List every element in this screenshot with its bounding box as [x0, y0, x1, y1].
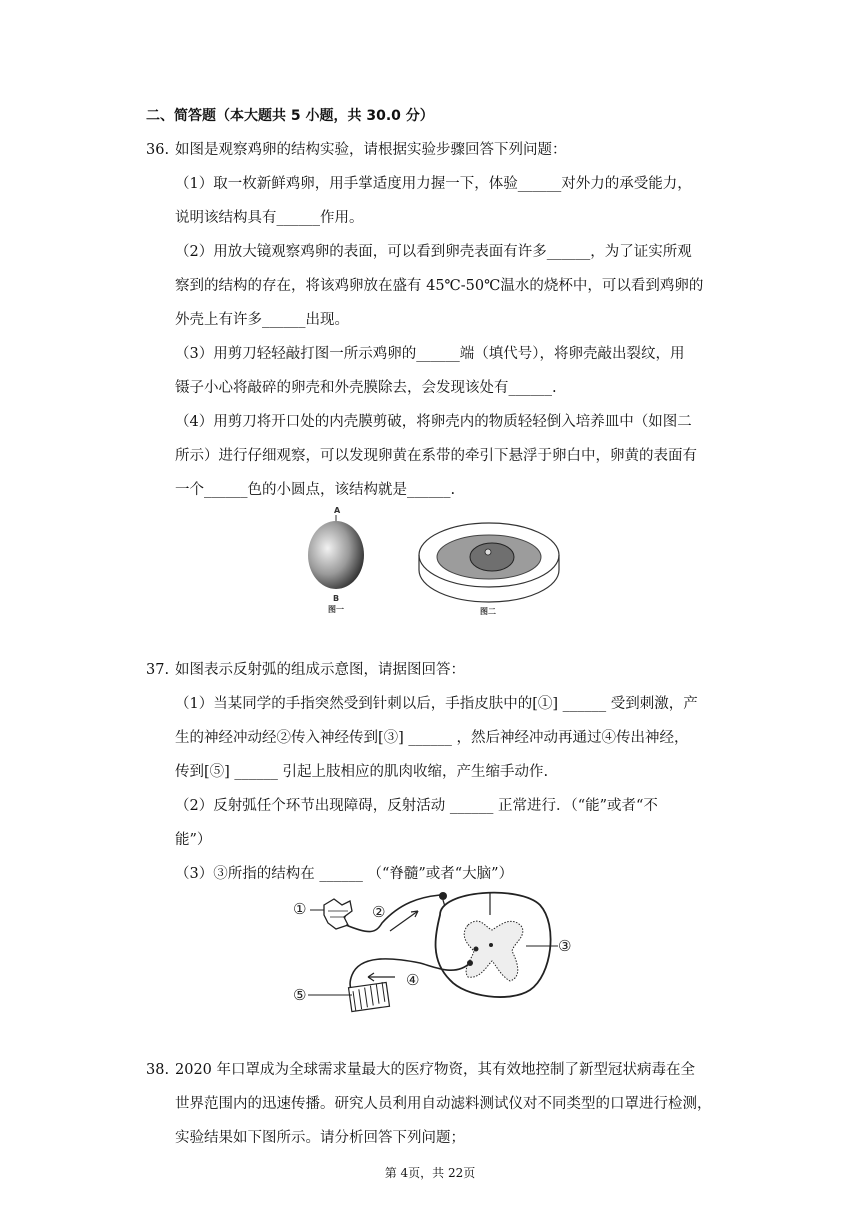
- afferent-nerve: [346, 895, 440, 932]
- question-number: 37.: [146, 662, 170, 678]
- petri-dish-figure: [414, 510, 564, 618]
- section-header: 二、简答题（本大题共 5 小题，共 30.0 分）: [146, 108, 434, 124]
- label-effector: ⑤: [293, 986, 307, 1004]
- page-footer: 第 4页，共 22页: [384, 1166, 476, 1180]
- question-text-line: （1）取一枚新鲜鸡卵，用手掌适度用力握一下，体验______对外力的承受能力，: [175, 176, 692, 192]
- question-text-line: 说明该结构具有______作用。: [175, 210, 364, 226]
- afferent-arrow: [390, 911, 418, 931]
- question-text-line: （1）当某同学的手指突然受到针刺以后，手指皮肤中的[①] ______ 受到刺激，产: [175, 696, 698, 712]
- question-text-line: （3）用剪刀轻轻敲打图一所示鸡卵的______端（填代号），将卵壳敲出裂纹，用: [175, 346, 685, 362]
- question-text-line: 一个______色的小圆点，该结构就是______.: [175, 482, 456, 498]
- figure-1-caption: 图一: [328, 605, 344, 614]
- egg-shape: [308, 521, 364, 589]
- label-afferent: ②: [372, 903, 386, 921]
- question-text-line: 世界范围内的迅速传播。研究人员利用自动滤料测试仪对不同类型的口罩进行检测，: [175, 1096, 712, 1112]
- ganglion: [439, 892, 447, 900]
- effector-muscle: [349, 982, 390, 1011]
- question-stem: 如图是观察鸡卵的结构实验，请根据实验步骤回答下列问题：: [175, 142, 567, 158]
- question-number: 38.: [146, 1062, 170, 1078]
- question-text-line: 2020 年口罩成为全球需求量最大的医疗物资，其有效地控制了新型冠状病毒在全: [175, 1062, 696, 1078]
- germinal-disc: [485, 549, 491, 555]
- figure-2-caption: 图二: [480, 607, 496, 616]
- question-text-line: 察到的结构的存在，将该鸡卵放在盛有 45℃-50℃温水的烧杯中，可以看到鸡卵的: [175, 278, 704, 294]
- interneuron: [474, 947, 479, 952]
- label-receptor: ①: [293, 900, 307, 918]
- egg-label-b: B: [333, 594, 340, 603]
- question-text-line: 镊子小心将敲碎的卵壳和外壳膜除去，会发现该处有______.: [175, 380, 557, 396]
- question-text-line: 传到[⑤] ______ 引起上肢相应的肌肉收缩，产生缩手动作.: [175, 764, 549, 780]
- question-text-line: （2）用放大镜观察鸡卵的表面，可以看到卵壳表面有许多______，为了证实所观: [175, 244, 692, 260]
- label-efferent: ④: [406, 971, 420, 989]
- question-text-line: 所示）进行仔细观察，可以发现卵黄在系带的牵引下悬浮于卵白中，卵黄的表面有: [175, 448, 697, 464]
- label-center: ③: [558, 937, 572, 955]
- egg-yolk: [470, 543, 514, 571]
- reflex-arc-figure: [290, 885, 580, 1015]
- egg-figure: [296, 500, 376, 615]
- central-canal: [489, 943, 493, 947]
- receptor-skin: [324, 899, 352, 929]
- question-text-line: 能”）: [175, 832, 212, 848]
- question-text-line: （3）③所指的结构在 ______ （“脊髓”或者“大脑”）: [175, 866, 514, 882]
- question-text-line: 实验结果如下图所示。请分析回答下列问题；: [175, 1130, 465, 1146]
- egg-label-a: A: [334, 506, 341, 515]
- question-number: 36.: [146, 142, 170, 158]
- question-stem: 如图表示反射弧的组成示意图，请据图回答：: [175, 662, 465, 678]
- question-text-line: （4）用剪刀将开口处的内壳膜剪破，将卵壳内的物质轻轻倒入培养皿中（如图二: [175, 414, 692, 430]
- question-text-line: 外壳上有许多______出现。: [175, 312, 349, 328]
- question-text-line: （2）反射弧任个环节出现障碍，反射活动 ______ 正常进行．（“能”或者“不: [175, 798, 658, 814]
- question-text-line: 生的神经冲动经②传入神经传到[③] ______ ，然后神经冲动再通过④传出神经，: [175, 730, 689, 746]
